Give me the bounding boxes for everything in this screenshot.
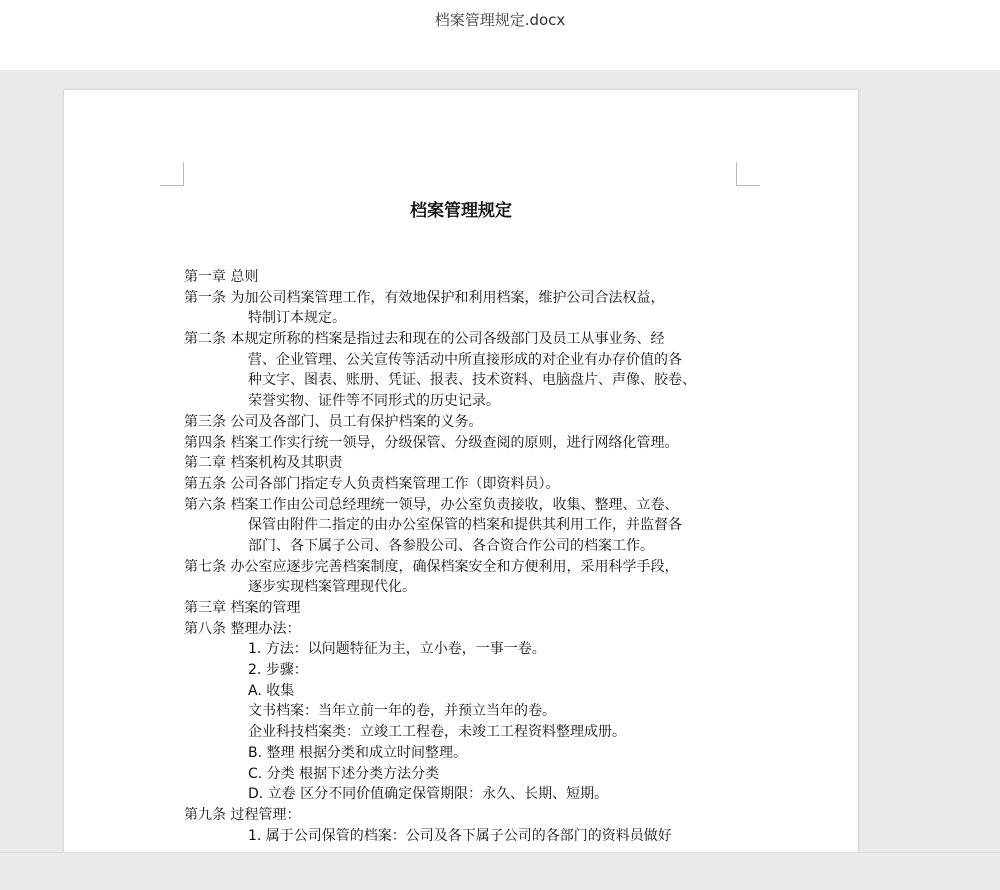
- margin-corner-top-right: [736, 162, 760, 186]
- article-line: 第六条 档案工作由公司总经理统一领导，办公室负责接收，收集、整理、立卷、: [184, 496, 679, 513]
- list-item: 1. 属于公司保管的档案：公司及各下属子公司的各部门的资料员做好: [248, 827, 672, 844]
- article-line: 第八条 整理办法：: [184, 620, 301, 637]
- article-line: 第四条 档案工作实行统一领导，分级保管、分级查阅的原则，进行网络化管理。: [184, 434, 679, 451]
- list-item: 文书档案：当年立前一年的卷，并预立当年的卷。: [248, 703, 556, 720]
- list-item: 企业科技档案类：立竣工工程卷，未竣工工程资料整理成册。: [248, 724, 626, 741]
- article-continuation: 特制订本规定。: [248, 310, 346, 327]
- document-body: [184, 267, 754, 846]
- article-continuation: 保管由附件二指定的由办公室保管的档案和提供其利用工作，并监督各: [248, 517, 682, 534]
- title-bar: [0, 0, 1000, 70]
- list-item: B. 整理 根据分类和成立时间整理。: [248, 744, 467, 761]
- article-continuation: 部门、各下属子公司、各参股公司、各合资合作公司的档案工作。: [248, 537, 654, 554]
- list-item: D. 立卷 区分不同价值确定保管期限：永久、长期、短期。: [248, 786, 609, 803]
- document-filename: 档案管理规定.docx: [434, 11, 566, 29]
- list-item: 2. 步骤：: [248, 662, 308, 679]
- article-line: 第五条 公司各部门指定专人负责档案管理工作（即资料员）。: [184, 475, 560, 492]
- article-line: 第七条 办公室应逐步完善档案制度，确保档案安全和方便利用，采用科学手段，: [184, 558, 679, 575]
- list-item: A. 收集: [248, 682, 295, 699]
- article-continuation: 逐步实现档案管理现代化。: [248, 579, 416, 596]
- article-line: 第一条 为加公司档案管理工作，有效地保护和利用档案，维护公司合法权益，: [184, 289, 665, 306]
- document-page[interactable]: [64, 90, 858, 852]
- list-item: 1. 方法：以问题特征为主，立小卷，一事一卷。: [248, 641, 546, 658]
- chapter-heading: 第一章 总则: [184, 269, 259, 285]
- chapter-heading: 第二章 档案机构及其职责: [184, 455, 343, 472]
- document-canvas[interactable]: [0, 70, 1000, 852]
- document-heading: 档案管理规定: [410, 201, 512, 221]
- article-line: 第二条 本规定所称的档案是指过去和现在的公司各级部门及员工从事业务、经: [184, 331, 665, 348]
- article-continuation: 种文字、图表、账册、凭证、报表、技术资料、电脑盘片、声像、胶卷、: [248, 372, 696, 389]
- margin-corner-top-left: [160, 162, 184, 186]
- article-line: 第九条 过程管理：: [184, 806, 301, 823]
- list-item: C. 分类 根据下述分类方法分类: [248, 765, 440, 782]
- article-line: 第三条 公司及各部门、员工有保护档案的义务。: [184, 413, 483, 430]
- article-continuation: 营、企业管理、公关宣传等活动中所直接形成的对企业有办存价值的各: [248, 351, 682, 368]
- chapter-heading: 第三章 档案的管理: [184, 600, 301, 616]
- bottom-bar: [0, 852, 1000, 890]
- article-continuation: 荣誉实物、证件等不同形式的历史记录。: [248, 393, 500, 410]
